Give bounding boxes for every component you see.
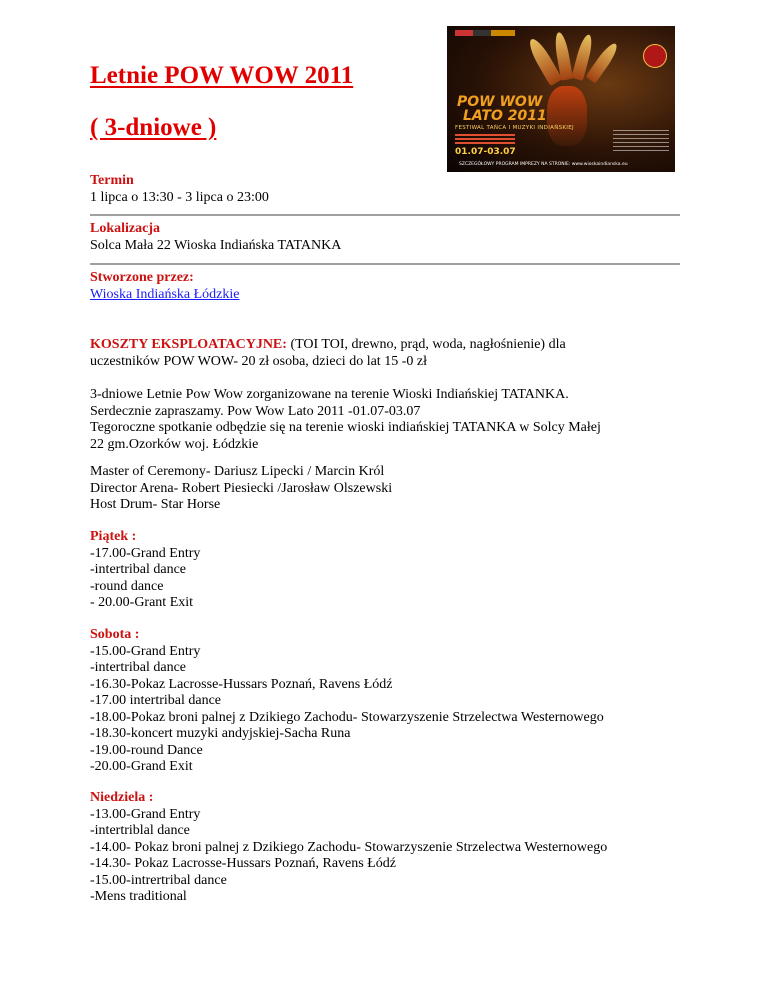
page-subtitle: ( 3-dniowe ) — [90, 114, 217, 141]
schedule-item: -18.30-koncert muzyki andyjskiej-Sacha Runa — [90, 726, 351, 741]
staff-line: Host Drum- Star Horse — [90, 497, 221, 512]
intro-line: 3-dniowe Letnie Pow Wow zorganizowane na terenie Wioski Indiańskiej TATANKA. — [90, 387, 569, 402]
koszty-text: (TOI TOI, drewno, prąd, woda, nagłośnienie) dla — [286, 337, 566, 352]
page-title: Letnie POW WOW 2011 — [90, 62, 354, 89]
schedule-item: -intertribal dance — [90, 660, 187, 675]
poster-details-right — [613, 130, 669, 152]
poster-title-2: LATO 2011 — [463, 108, 547, 124]
schedule-item: - 20.00-Grant Exit — [90, 595, 194, 610]
poster-details — [455, 134, 515, 144]
schedule-item: -17.00-Grand Entry — [90, 545, 201, 561]
termin-label: Termin — [90, 173, 134, 188]
staff-line: Director Arena- Robert Piesiecki /Jarosław Olszewski — [90, 480, 393, 496]
schedule-item: -Mens traditional — [90, 889, 187, 904]
niedziela-schedule — [90, 790, 607, 906]
intro-line: Tegoroczne spotkanie odbędzie się na terenie wioski indiańskiej TATANKA w Solcy Małej — [90, 420, 601, 435]
schedule-item: -13.00-Grand Entry — [90, 806, 201, 822]
piatek-schedule — [90, 529, 200, 612]
piatek-label: Piątek : — [90, 529, 137, 544]
schedule-item: -15.00-intrertribal dance — [90, 872, 227, 888]
poster-emblem-icon — [643, 44, 667, 68]
intro-line: 22 gm.Ozorków woj. Łódzkie — [90, 436, 259, 452]
lokalizacja-value: Solca Mała 22 Wioska Indiańska TATANKA — [90, 238, 342, 253]
poster-logos — [455, 30, 515, 36]
stworzone-label: Stworzone przez: — [90, 270, 194, 285]
poster-title: POW WOW — [457, 94, 543, 110]
sobota-schedule — [90, 627, 604, 776]
niedziela-label: Niedziela : — [90, 790, 154, 805]
intro-line: Serdecznie zapraszamy. Pow Wow Lato 2011 -01.07-03.07 — [90, 403, 421, 419]
lokalizacja-label: Lokalizacja — [90, 221, 160, 236]
event-poster-image — [447, 26, 675, 172]
schedule-item: -18.00-Pokaz broni palnej z Dzikiego Zachodu- Stowarzyszenie Strzelectwa Westernowego — [90, 709, 604, 725]
koszty-label: KOSZTY EKSPLOATACYJNE: — [90, 337, 287, 352]
staff-line: Master of Ceremony- Dariusz Lipecki / Marcin Król — [90, 464, 385, 479]
schedule-item: -15.00-Grand Entry — [90, 643, 201, 659]
schedule-item: -16.30-Pokaz Lacrosse-Hussars Poznań, Ravens Łódź — [90, 676, 393, 692]
schedule-item: -17.00 intertribal dance — [90, 693, 222, 708]
schedule-item: -round dance — [90, 578, 164, 594]
poster-footer: SZCZEGÓŁOWY PROGRAM IMPREZY NA STRONIE: www.wioskaindianska.eu — [459, 162, 628, 167]
poster-subtitle: FESTIWAL TAŃCA I MUZYKI INDIAŃSKIEJ — [455, 125, 574, 131]
sobota-label: Sobota : — [90, 627, 140, 642]
poster-dates: 01.07-03.07 — [455, 147, 516, 157]
schedule-item: -14.30- Pokaz Lacrosse-Hussars Poznań, Ravens Łódź — [90, 856, 396, 871]
schedule-item: -19.00-round Dance — [90, 742, 203, 758]
divider — [90, 214, 680, 216]
intro-paragraph — [90, 387, 601, 453]
dancer-figure — [547, 86, 587, 146]
divider — [90, 263, 680, 265]
schedule-item: -14.00- Pokaz broni palnej z Dzikiego Zachodu- Stowarzyszenie Strzelectwa Westernowego — [90, 839, 608, 855]
organizer-link[interactable]: Wioska Indiańska Łódzkie — [90, 287, 240, 302]
koszty-text-2: uczestników POW WOW- 20 zł osoba, dzieci do lat 15 -0 zł — [90, 354, 427, 369]
schedule-item: -20.00-Grand Exit — [90, 759, 193, 774]
termin-value: 1 lipca o 13:30 - 3 lipca o 23:00 — [90, 190, 269, 205]
staff-paragraph — [90, 464, 392, 514]
schedule-item: -intertribal dance — [90, 562, 187, 577]
schedule-item: -intertriblal dance — [90, 823, 190, 838]
